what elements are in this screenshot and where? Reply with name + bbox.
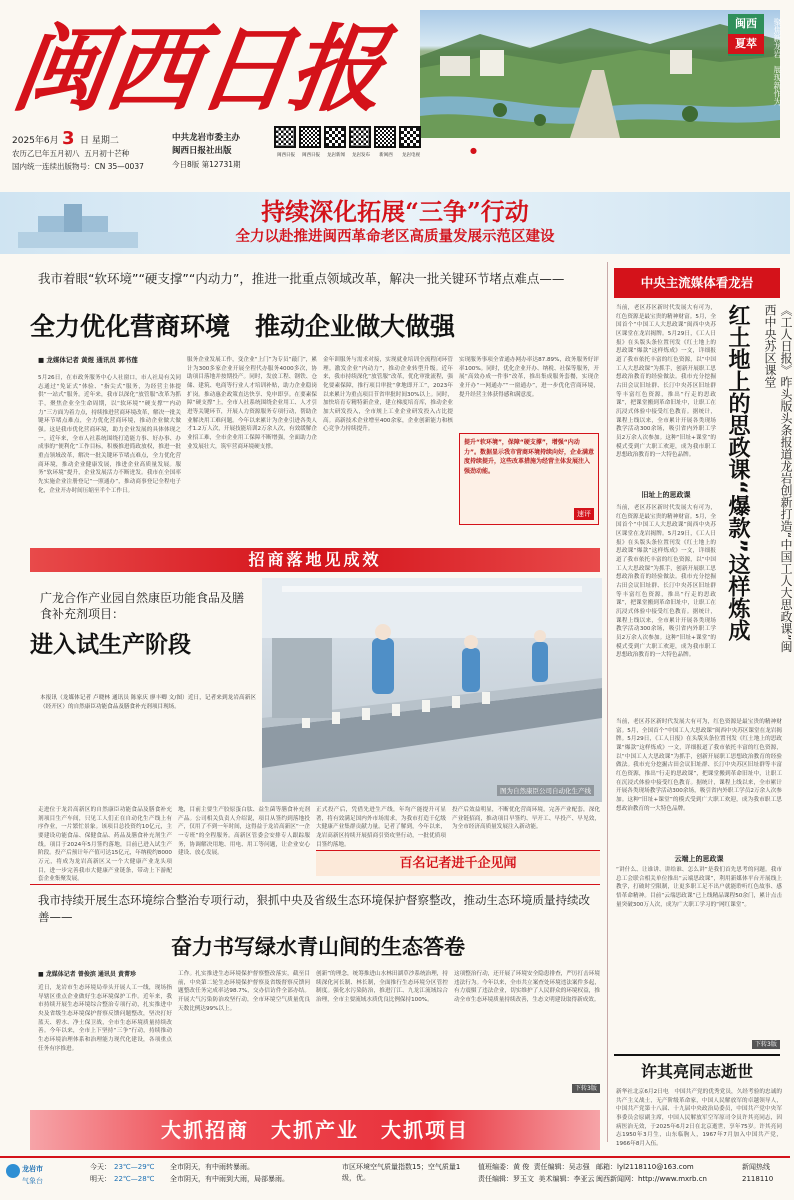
promo-text: 大抓招商 大抓产业 大抓项目 [161,1118,469,1142]
weather-station: 气象台 [22,1177,43,1185]
commentary-box [459,433,599,525]
sidebar-body-3: 当前，老区苏区新时代发展大有可为，红色资源是最宝贵的精神财富。5月，全国首个“中国工人大思政课”闽西中央苏区课堂在龙岩揭牌。5月29日，《工人日报》在头版头条位置刊发《红土地上的思政课“爆款”这样炼成》一文，详细报道了我市依托丰富的红色资源，以“中国工人大思政课”为抓手，创新开展职工思想政治教育的经验做法。我市充分挖掘古田会议旧址群、长汀中央苏区旧址群等丰富红色资源，推出“行走的思政课”，把课堂搬到革命旧址中，让职工在沉浸式体验中接受红色教育。据统计，课程上线以来，全市累计开展各类现场教学活动300余场，吸引省内外职工学员2万余人次参加。这种“旧址+课堂”的模式受到广大职工欢迎，成为我市职工思想政治教育的一大特色品牌。 [616,719,782,812]
section-band [30,548,600,572]
eco-column-1: 近日，龙岩市生态环境局牵头开展人工一线，现场指导辖区重点企业做好生态环境保护工作。近年来，我市持续开展生态环境综合整治专项行动，扎实推进中央及省级生态环境保护督察反馈问题整改，坚决打好蓝天、碧水、净土保卫战，全市生态环境质量持续改善。今年以来，全市上下坚持“三争”行动，持续推动生态环境治理体系和治理能力现代化建设，各项重点任务有序推进。 [38,985,172,1052]
air-quality: 市区环境空气质量指数15；空气质量1级，优。 [342,1163,461,1182]
sidebar-subhead-2: 云端上的思政课 [674,855,724,863]
commentary-stamp: 速评 [574,508,594,520]
qr-code[interactable] [399,126,421,148]
eco-kicker: 我市持续开展生态环境综合整治专项行动，狠抓中央及省级生态环境保护督察整改，推动生态环境质量持续改善—— [38,893,590,924]
season-badge [728,14,764,56]
forecast-tomorrow-text: 全市阴天，有中雨到大雨，局部暴雨。 [170,1175,289,1183]
season-badge-bottom: 夏萃 [728,34,764,54]
banner-subtitle: 全力以赴推进闽西革命老区高质量发展示范区建设 [235,229,555,245]
lead-column-2: 服务企业发展工作，变企业“上门”为专员“敲门”，累计为300多家企业开展全程代办服务4000多次，协助项目落地并按期投产。同时，发放工程、钢铁、仓储、建筑、电商等行业人才培训补贴，助力企业稳岗扩岗。推动惠企政策直达快享、免申即享。在要素保障“硬支撑”上，全市人社系统围绕企业用工、人才引进等关键环节，开展人力资源服务专项行动，帮助企业解决用工难问题。今年以来累计为企业引进各类人才1.2万人次，开展技能培训2万余人次，有效缓解企业招工难，全市企业用工保障不断增强，全面助力企业发展壮大，筑牢营商环境硬支撑。 [187,357,317,450]
eco-headline: 奋力书写绿水青山间的生态答卷 [171,935,465,959]
sidebar-title: 中央主流媒体看龙岩 [640,275,754,290]
season-badge-top: 闽西 [735,17,757,30]
newspaper-title: 闽西日报 [6,15,390,125]
commentary-text: 提升“软环境”，保障“硬支撑”，增强“内动力”。数据显示我市营商环境持续向好，企业满意度持续提升，这些改革措施为经营主体发展注入强劲动能。 [464,439,594,475]
forecast-tomorrow-label: 明天： [90,1175,111,1183]
lead-column-1: 5月26日，在市政务服务中心人社窗口，市人社局有关同志通过“免证式”体验、“指尖式”服务，为经营主体提供“一站式”服务。近年来，我市以深化“放管服”改革为抓手，聚焦企业全生命周期，以“软环境”“硬支撑”“内动力”三方面为着力点，持续推进营商环境改革，解决一批关键环节堵点难点，全力优化营商环境，推动企业做大做强。这是我市优化营商环境，助力企业发展的具体体现之一。近年来，全市人社系统围绕打造能力事、好办事、办成事的“便利化”工作目标，积极推进简政放权，推进一批重点领域改革，解决一批关键环节堵点难点，全力优化营商环境，推动企业健康发展，推进企业高质量发展。服务“软环境”提升，企业发展活力不断迸发。我市在全国率先实施企业注册登记“一照通办”，推动商事登记全程电子化，企业开办时间压缩至半个工作日。 [38,375,181,494]
editors-2: 责任编辑：罗玉文 美术编辑：李亚云 [478,1175,595,1183]
qr-label: 龙岩发布 [352,153,370,158]
photo-caption: 图为自然康臣公司自动化生产线 [497,785,594,796]
project-column-3: 正式投产后，凭借先进生产线，年均产能提升可显著，将有效满足国内外市场需求，为我市打造千亿级大健康产业集群贡献力量。记者了解到，今年以来，龙岩高新区持续开展招商引资攻坚行动，一批优质项目签约落地。 [316,807,446,848]
sidebar-continued[interactable]: 下转3版 [752,1040,780,1049]
eco-byline: ■ 龙媒体记者 曾俊滨 通讯员 黄菁珍 [38,971,137,978]
sidebar-body-4: “讲什么、让谁讲、讲给谁、怎么讲”是我们首先思考的问题。我市总工会联合相关单位推出“云端思政课”，利用新媒体平台开展线上教学，打破时空限制，让更多职工足不出户就能聆听红色故事、感悟革命精神。目前“云端思政课”已上线精品课程50余门，累计点击量突破300万人次，成为广大职工学习的“网红课堂”。 [616,867,782,908]
qr-code[interactable] [349,126,371,148]
series-stamp [316,850,600,876]
obituary-body: 新华社北京6月2日电 中国共产党的优秀党员，久经考验的忠诚的共产主义战士，无产阶级革命家，中国人民解放军的卓越领导人，中国共产党第十八届、十九届中央政治局委员，中国共产党中央军事委员会原副主席，中国人民解放军空军原司令员许其亮同志，因病医治无效，于2025年6月2日在北京逝世，享年75岁。许其亮同志1950年3月生，山东临朐人，1967年7月加入中国共产党，1966年8月入伍。 [616,1089,782,1147]
project-column-2: 地，目前主要生产胶原蛋白肽、益生菌等膳食补充剂产品。公司相关负责人介绍说，项目从签约到落地投产，仅用了不到一年时间，这得益于龙岩高新区“一企一专班”的全程服务。高新区管委会安排专人跟踪服务，协调解决用地、用电、用工等问题，让企业安心建设、放心发展。 [178,807,310,857]
hotline-label: 新闻热线 [742,1163,770,1171]
sidebar-divider [614,1054,780,1056]
weather-city: 龙岩市 [22,1165,43,1173]
landscape-illustration [420,10,780,138]
sidebar-vertical-subhead: 《工人日报》昨头版头条报道龙岩创新打造“中国工人大思政课”闽西中央苏区课堂 [763,304,793,653]
continued-note[interactable]: 下转3版 [572,1084,600,1093]
campaign-banner [0,192,790,254]
issn-number: 国内统一连续出版物号：CN 35—0037 [12,162,144,171]
qr-code[interactable] [324,126,346,148]
forecast-today-text: 全市阴天，有中雨转暴雨。 [170,1163,254,1171]
series-stamp-text: 百名记者进千企见闻 [399,856,517,871]
forecast-today-label: 今天： [90,1163,111,1171]
masthead [0,0,790,190]
publisher-info: 中共龙岩市委主办 闽西日报社出版 今日8版 第12731期 [172,133,241,169]
lead-column-4: 实现服务事项全省通办网办率达87.89%，政务服务好评率100%。同时，优化企业开办、纳税、社保等服务，开展“高效办成一件事”改革，推出集成服务套餐，实现企业开办“一网通办”“一窗通办”，进一步优化营商环境，提升经营主体获得感和满意度。 [459,357,599,398]
footer-rule [0,1156,790,1158]
eco-column-3: 创新”的理念，统筹推进山水林田湖草沙系统治理，持续深化河长制、林长制，全面推行生态环境分区管控制度。强化水污染防治，推进汀江、九龙江流域综合治理，全市主要流域水质优良比例保持100%。 [316,971,448,1003]
qr-label: 闽西日报 [302,153,320,158]
sidebar-subhead-1: 旧址上的思政课 [641,491,691,499]
obituary-headline: 许其亮同志逝世 [640,1062,753,1081]
sidebar-vertical-headline: 红土地上的思政课“爆款”这样炼成 [725,304,750,641]
forecast-tomorrow-temp: 22℃—28℃ [114,1175,155,1183]
promo-band [30,1110,600,1150]
sidebar-body-2: 当前，老区苏区新时代发展大有可为，红色资源是最宝贵的精神财富。5月，全国首个“中国工人大思政课”闽西中央苏区课堂在龙岩揭牌。5月29日，《工人日报》在头版头条位置刊发《红土地上的思政课“爆款”这样炼成》一文，详细报道了我市依托丰富的红色资源，以“中国工人大思政课”为抓手，创新开展职工思想政治教育的经验做法。我市充分挖掘古田会议旧址群、长汀中央苏区旧址群等丰富红色资源，推出“行走的思政课”，把课堂搬到革命旧址中，让职工在沉浸式体验中接受红色教育。据统计，课程上线以来，全市累计开展各类现场教学活动300余场，吸引省内外职工学员2万余人次参加。这种“旧址+课堂”的模式受到广大职工欢迎，成为我市职工思想政治教育的一大特色品牌。 [616,505,716,659]
column-rule [607,262,608,1142]
factory-photo [262,578,602,802]
hotline-number: 2118110 [742,1175,774,1183]
lead-byline: ■ 龙媒体记者 黄煜 通讯员 郭书莲 [38,356,138,364]
eco-column-2: 工作。扎实推进生态环境保护督察整改落实，截至目前，中央第二轮生态环境保护督察及省级督察反馈问题整改任务完成率达98.7%，交办信访件全部办结。开展大气污染防治攻坚行动，全市环境空气质量优良天数比例达99%以上。 [178,971,310,1012]
date-year: 2025年6月 [12,136,59,146]
lead-kicker: 我市着眼“软环境”“硬支撑”“内动力”，推进一批重点领域改革，解决一批关键环节堵点难点—— [38,271,565,286]
sidebar-header [614,268,780,298]
date-weekday: 日 星期二 [80,136,119,146]
qr-code[interactable] [299,126,321,148]
sidebar-body: 当前，老区苏区新时代发展大有可为，红色资源是最宝贵的精神财富。5月，全国首个“中国工人大思政课”闽西中央苏区课堂在龙岩揭牌。5月29日，《工人日报》在头版头条位置刊发《红土地上的思政课“爆款”这样炼成》一文，详细报道了我市依托丰富的红色资源，以“中国工人大思政课”为抓手，创新开展职工思想政治教育的经验做法。我市充分挖掘古田会议旧址群、长汀中央苏区旧址群等丰富红色资源，推出“行走的思政课”，把课堂搬到革命旧址中，让职工在沉浸式体验中接受红色教育。据统计，课程上线以来，全市累计开展各类现场教学活动300余场，吸引省内外职工学员2万余人次参加。这种“旧址+课堂”的模式受到广大职工欢迎，成为我市职工思想政治教育的一大特色品牌。 [616,305,716,459]
slogan-icon: ● [470,146,477,155]
lunar-date: 农历乙巳年五月初八 五月初十芒种 [12,149,130,158]
project-column-1: 走进位于龙岩高新区的自然康臣功能食品及膳食补充剂项目生产车间，只见工人们正在自动化生产线上有序作业，一片繁忙景象。该项目总投资约10亿元，主要建设功能食品、保健食品、药品及膳食补充剂生产线。项目于2024年5月签约落地，目前已进入试生产阶段。投产后预计年产值可达15亿元，年纳税约8000万元，将成为龙岩高新区又一个大健康产业龙头项目，进一步完善我市大健康产业链条，带动上下游配套企业集聚发展。 [38,807,172,883]
forecast-today-temp: 23℃—29℃ [114,1163,155,1171]
qr-label: 闽西日报 [277,153,295,158]
project-byline: 本报讯（龙媒体记者 卢晓林 通讯员 陈家庆 廖丰卿 文/图）近日，记者来到龙岩高新区（经开区）的自然康臣功能食品及膳食补充剂项目现场。 [40,695,256,710]
qr-codes [274,126,426,176]
masthead-vertical-tag: 聚焦新龙岩 展现新作为 [773,18,782,106]
eco-column-4: 这项整治行动，还开展了环境安全隐患排查，严厉打击环境违法行为。今年以来，全市共立案查处环境违法案件多起，有力震慑了违法企业，切实维护了人民群众的环境权益，推动全市生态环境质量持续改善，生态文明建设取得新成效。 [454,971,600,1003]
project-headline: 进入试生产阶段 [30,632,191,658]
date-day: 3 [62,128,75,149]
lead-headline: 全力优化营商环境 推动企业做大做强 [30,312,456,341]
email-address[interactable]: 邮箱：lyl2118110@163.com [596,1163,694,1171]
photo-caption-strip [470,146,620,158]
production-line-illustration [262,578,602,802]
qr-code[interactable] [374,126,396,148]
weather-icon [6,1164,20,1178]
project-column-4: 投产后效益明显，不断优化营商环境，完善产业配套，深化产业链招商，推动项目早签约、早开工、早投产、早见效，为全市经济高质量发展注入新动能。 [452,807,600,831]
qr-label: 新闽西 [379,153,393,158]
qr-code[interactable] [274,126,296,148]
qr-label: 龙岩电视 [402,153,420,158]
qr-label: 龙岩新闻 [327,153,345,158]
website-link[interactable]: 闽西新闻网：http://www.mxrb.cn [596,1175,707,1183]
project-kicker: 广龙合作产业园自然康臣功能食品及膳食补充剂项目： [40,591,245,621]
section-title: 招商落地见成效 [248,550,382,569]
masthead-photo [420,10,780,138]
editors-1: 值班编委：黄 俊 责任编辑：吴志强 [478,1163,590,1171]
section-divider [30,884,600,885]
footer [0,1160,790,1200]
lead-column-3: 金年训服务与需求对接，实现就业培训全流程闭环管理。激发企业“内动力”，推动企业转型升级。近年来，我市持续深化“放管服”改革，优化审批流程，强化要素保障，推行项目审批“拿地即开工”，2023年以来累计为重点项目节省审批时间30%以上。同时，加快培育专精特新企业，建立梯度培育库，推动企业加大研发投入，全市规上工业企业研发投入占比提高。高新技术企业增至400余家，企业创新能力和核心竞争力持续提升。 [323,357,453,433]
banner-title: 持续深化拓展“三争”行动 [261,197,529,226]
